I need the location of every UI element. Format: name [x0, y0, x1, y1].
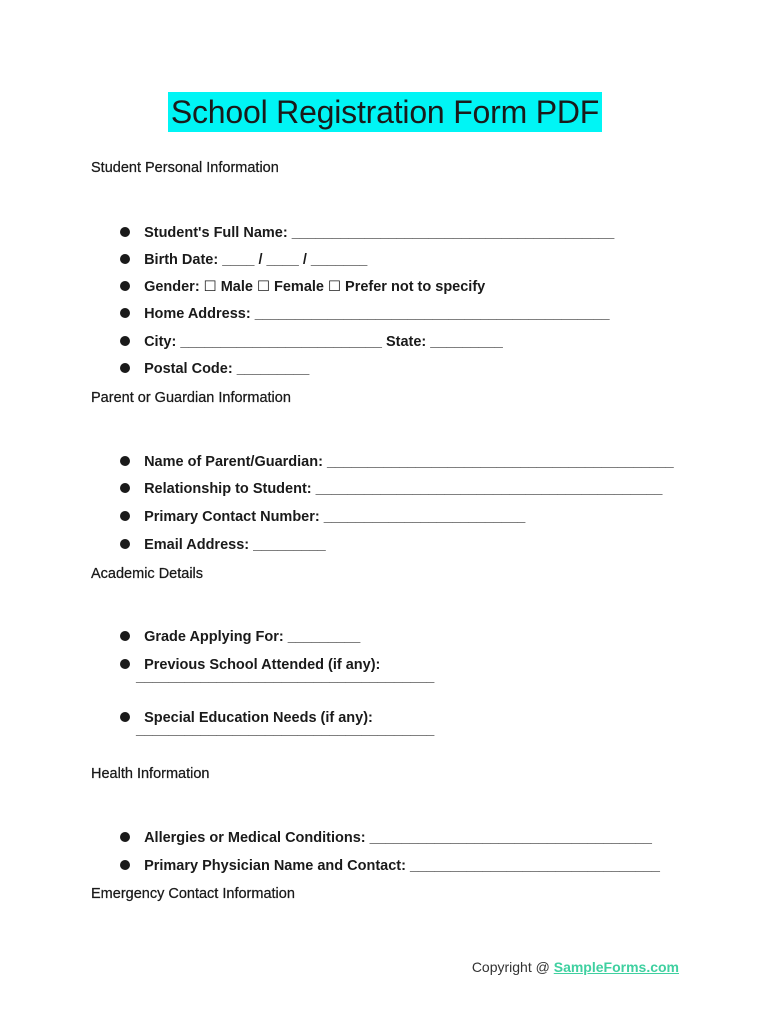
field-label-guardian-name: Name of Parent/Guardian: ___________________________________________	[144, 454, 674, 470]
field-label-home-address: Home Address: ____________________________________________	[144, 306, 610, 322]
field-label-special-needs: Special Education Needs (if any):	[144, 710, 373, 726]
field-label-relationship: Relationship to Student: ___________________________________________	[144, 481, 663, 497]
section-heading-guardian: Parent or Guardian Information	[91, 390, 291, 406]
page-title: School Registration Form PDF	[168, 92, 602, 132]
field-line-special-needs: _____________________________________	[136, 722, 435, 738]
field-label-allergies: Allergies or Medical Conditions: ___________________________________	[144, 830, 652, 846]
list-item-physician	[112, 839, 660, 875]
field-line-previous-school: _____________________________________	[136, 669, 435, 685]
section-heading-emergency: Emergency Contact Information	[91, 886, 295, 902]
field-label-full-name: Student's Full Name: ________________________________________	[144, 225, 615, 241]
field-label-city-state: City: _________________________ State: _________	[144, 334, 503, 350]
field-label-gender: Gender: ☐ Male ☐ Female ☐ Prefer not to specify	[144, 279, 486, 295]
copyright-text: Copyright @	[471, 959, 554, 975]
footer-copyright	[472, 958, 679, 976]
field-label-previous-school: Previous School Attended (if any):	[144, 657, 381, 673]
field-label-physician: Primary Physician Name and Contact: _______________________________	[144, 858, 660, 874]
bullet-icon	[120, 712, 130, 722]
list-item-email	[112, 518, 326, 554]
section-heading-academic: Academic Details	[91, 566, 204, 582]
field-label-birth-date: Birth Date: ____ / ____ / _______	[144, 252, 368, 268]
field-label-contact-number: Primary Contact Number: _________________________	[144, 509, 526, 525]
bullet-icon	[120, 539, 130, 549]
section-heading-personal: Student Personal Information	[91, 160, 279, 176]
field-label-grade: Grade Applying For: _________	[144, 629, 361, 645]
field-label-postal-code: Postal Code: _________	[144, 361, 310, 377]
section-heading-health: Health Information	[91, 766, 210, 782]
bullet-icon	[120, 860, 130, 870]
field-label-email: Email Address: _________	[144, 537, 326, 553]
bullet-icon	[120, 363, 130, 373]
list-item-postal-code	[112, 342, 309, 378]
title-container	[0, 92, 770, 132]
bullet-icon	[120, 659, 130, 669]
sampleforms-link[interactable]: SampleForms.com	[553, 959, 679, 975]
